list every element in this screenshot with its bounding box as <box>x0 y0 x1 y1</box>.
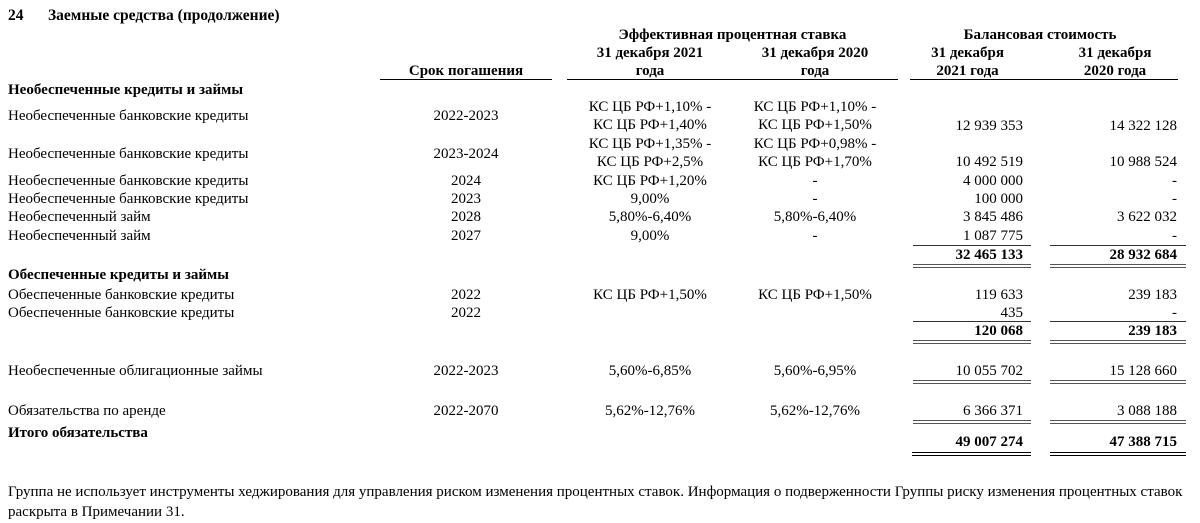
header-effective-rate: Эффективная процентная ставка <box>618 27 847 43</box>
double-rule <box>1050 452 1186 456</box>
double-rule <box>913 340 1031 344</box>
row-bal-2021: 435 <box>1000 305 1023 321</box>
header-rate-2021-l1: 31 декабря 2021 <box>596 45 704 61</box>
row-rate-2020: 5,62%-12,76% <box>770 403 860 419</box>
double-rule <box>1050 340 1186 344</box>
note-number: 24 <box>8 7 24 24</box>
row-label-lease: Обязательства по аренде <box>8 403 166 419</box>
subtotal-unsecured-2020: 28 932 684 <box>1109 247 1177 263</box>
row-label-bonds: Необеспеченные облигационные займы <box>8 363 263 379</box>
row-bal-2020: 15 128 660 <box>1109 363 1177 379</box>
row-rate-2021: 9,00% <box>630 191 670 207</box>
row-rate-2021: КС ЦБ РФ+1,20% <box>593 173 707 189</box>
row-rate-2021: КС ЦБ РФ+1,40% <box>593 117 707 133</box>
row-term: 2028 <box>451 209 481 225</box>
double-rule <box>913 420 1031 424</box>
double-rule <box>1050 380 1186 384</box>
row-term: 2022 <box>451 305 481 321</box>
grand-total-2020: 47 388 715 <box>1109 434 1177 450</box>
header-bal-2020-l2: 2020 года <box>1083 63 1147 79</box>
row-bal-2021: 4 000 000 <box>963 173 1023 189</box>
row-label: Необеспеченные банковские кредиты <box>8 146 249 162</box>
double-rule <box>912 452 1031 456</box>
row-term: 2022 <box>451 287 481 303</box>
row-rate-2021: КС ЦБ РФ+1,35% - <box>588 136 712 152</box>
footnote: Группа не использует инструменты хеджирования для управления риском изменения процентных ставок. Информация о подверженности Группы риску изменения процентных ставок раскрыта в Примечании 31. <box>8 484 1183 520</box>
row-term: 2023-2024 <box>433 146 499 162</box>
header-rate-2021-l2: года <box>635 63 665 79</box>
row-bal-2021: 12 939 353 <box>955 118 1023 134</box>
row-label: Необеспеченный займ <box>8 209 151 225</box>
row-bal-2020: - <box>1172 228 1177 244</box>
row-rate-2020: - <box>812 191 818 207</box>
row-bal-2020: 14 322 128 <box>1109 118 1177 134</box>
row-rate-2021: 9,00% <box>630 228 670 244</box>
row-rate-2020: - <box>812 173 818 189</box>
header-rate-2020-l2: года <box>800 63 830 79</box>
header-bal-2021-l1: 31 декабря <box>931 45 1004 61</box>
header-term: Срок погашения <box>408 63 524 79</box>
row-bal-2021: 10 492 519 <box>955 154 1023 170</box>
row-bal-2020: - <box>1172 305 1177 321</box>
row-bal-2020: - <box>1172 191 1177 207</box>
double-rule <box>1050 264 1186 268</box>
row-rate-2020: КС ЦБ РФ+1,50% <box>758 287 872 303</box>
section-heading-secured: Обеспеченные кредиты и займы <box>8 267 229 283</box>
row-bal-2021: 1 087 775 <box>963 228 1023 244</box>
row-term: 2022-2070 <box>433 403 499 419</box>
header-rule-rate <box>567 79 898 80</box>
subtotal-unsecured-2021: 32 465 133 <box>955 247 1023 263</box>
row-label: Обеспеченные банковские кредиты <box>8 287 235 303</box>
row-rate-2020: КС ЦБ РФ+1,10% - <box>753 99 877 115</box>
row-label: Обеспеченные банковские кредиты <box>8 305 235 321</box>
row-bal-2020: 3 088 188 <box>1117 403 1177 419</box>
row-rate-2021: КС ЦБ РФ+1,50% <box>593 287 707 303</box>
row-rate-2020: КС ЦБ РФ+1,70% <box>758 154 872 170</box>
subtotal-secured-2021: 120 068 <box>974 323 1023 339</box>
header-rule-balance <box>910 79 1178 80</box>
row-rate-2020: КС ЦБ РФ+0,98% - <box>753 136 877 152</box>
row-rate-2021: 5,62%-12,76% <box>605 403 695 419</box>
row-label: Необеспеченный займ <box>8 228 151 244</box>
row-label: Необеспеченные банковские кредиты <box>8 191 249 207</box>
double-rule <box>913 264 1031 268</box>
header-rule-term <box>380 79 552 80</box>
row-rate-2020: 5,60%-6,95% <box>773 363 857 379</box>
row-bal-2020: - <box>1172 173 1177 189</box>
grand-total-label: Итого обязательства <box>8 425 148 441</box>
row-bal-2021: 3 845 486 <box>963 209 1023 225</box>
header-bal-2021-l2: 2021 года <box>936 63 999 79</box>
row-rate-2020: 5,80%-6,40% <box>773 209 857 225</box>
subtotal-secured-2020: 239 183 <box>1128 323 1177 339</box>
row-bal-2021: 6 366 371 <box>963 403 1023 419</box>
row-rate-2021: 5,80%-6,40% <box>608 209 692 225</box>
row-rate-2020: КС ЦБ РФ+1,50% <box>758 117 872 133</box>
grand-total-2021: 49 007 274 <box>955 434 1023 450</box>
double-rule <box>1050 420 1186 424</box>
header-carrying-amount: Балансовая стоимость <box>963 27 1117 43</box>
row-term: 2027 <box>451 228 481 244</box>
row-term: 2022-2023 <box>433 108 499 124</box>
row-rate-2021: 5,60%-6,85% <box>608 363 692 379</box>
row-bal-2020: 239 183 <box>1128 287 1177 303</box>
row-rate-2021: КС ЦБ РФ+1,10% - <box>588 99 712 115</box>
header-bal-2020-l1: 31 декабря <box>1078 45 1152 61</box>
row-term: 2023 <box>451 191 481 207</box>
header-rate-2020-l1: 31 декабря 2020 <box>761 45 869 61</box>
row-bal-2021: 119 633 <box>974 287 1023 303</box>
row-term: 2024 <box>451 173 481 189</box>
double-rule <box>913 380 1031 384</box>
row-label: Необеспеченные банковские кредиты <box>8 173 249 189</box>
note-title: Заемные средства (продолжение) <box>48 7 280 24</box>
row-bal-2020: 10 988 524 <box>1109 154 1177 170</box>
row-label: Необеспеченные банковские кредиты <box>8 108 249 124</box>
row-rate-2020: - <box>812 228 818 244</box>
row-bal-2020: 3 622 032 <box>1117 209 1177 225</box>
row-term: 2022-2023 <box>433 363 499 379</box>
section-heading-unsecured: Необеспеченные кредиты и займы <box>8 82 244 98</box>
row-bal-2021: 100 000 <box>974 191 1023 207</box>
row-bal-2021: 10 055 702 <box>955 363 1023 379</box>
row-rate-2021: КС ЦБ РФ+2,5% <box>596 154 704 170</box>
